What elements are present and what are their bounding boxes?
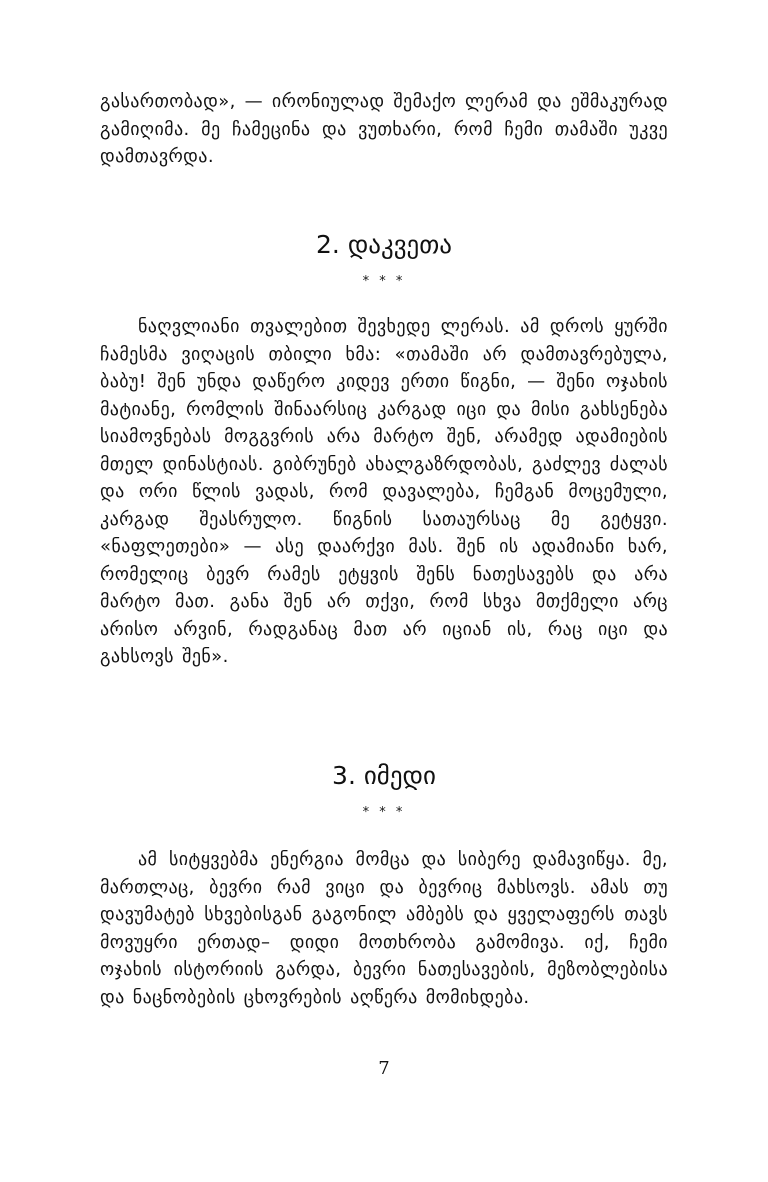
intro-paragraph: გასართობად», — ირონიულად შემაქო ლერამ და ეშმაკურად გამიღიმა. მე ჩამეცინა და ვუთხარი, რომ ჩემი თამაში უკვე დამთავრდა. [100,91,668,167]
section-3-paragraph: ამ სიტყვებმა ენერგია მომცა და სიბერე დამავიწყა. მე, მართლაც, ბევრი რამ ვიცი და ბევრიც მახსოვს. ამას თუ დავუმატებ სხვებისგან გაგონილ ამბებს და ყველაფერს თავს მოვუყრი ერთად– დიდი მოთხრობა გამომივა. იქ, ჩემი ოჯახის ისტორიის გარდა, ბევრი ნათესავების, მეზობლებისა და ნაცნობების ცხოვრების აღწერა მომიხდება. [100,849,668,1008]
section-2-title: 2. დაკვეთა [316,230,452,259]
section-2-paragraph: ნაღვლიანი თვალებით შევხედე ლერას. ამ დროს ყურში ჩამესმა ვიღაცის თბილი ხმა: «თამაში არ დამთავრებულა, ბაბუ! შენ უნდა დაწერო კიდევ ერთი წიგნი, — შენი ოჯახის მატიანე, რომლის შინაარსიც კარგად იცი და მისი გახსენება სიამოვნებას მოგგვრის არა მარტო შენ, არამედ ადამიების მთელ დინასტიას. გიბრუნებ ახალგაზრდობას, გაძლევ ძალას და ორი წლის ვადას, რომ დავალება, ჩემგან მოცემული, კარგად შეასრულო. წიგნის სათაურსაც მე გეტყვი. «ნაფლეთები» — ასე დაარქვი მას. შენ ის ადამიანი ხარ, რომელიც ბევრ რამეს ეტყვის შენს ნათესავებს და არა მარტო მათ. განა შენ არ თქვი, რომ სხვა მთქმელი არც არისო არვინ, რადგანაც მათ არ იციან ის, რაც იცი და გახსოვს შენ». [100,316,668,667]
section-3-title: 3. იმედი [332,761,436,790]
book-page [100,0,668,1182]
section-2-separator: * * * [362,274,406,289]
section-3-separator: * * * [362,805,406,820]
page-number: 7 [378,1058,390,1079]
